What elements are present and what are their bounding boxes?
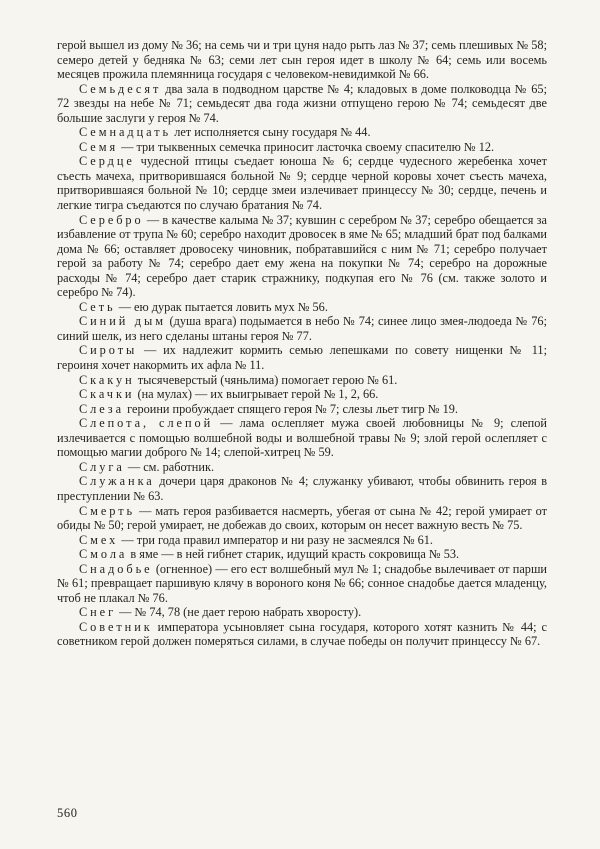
page-number: 560 xyxy=(57,806,78,821)
entry-text: — мать героя разбивается насмерть, убегая от сына № 42; герой умирает от обиды № 50; герой умирает, не добежав до своих, которым он несет важную весть № 75. xyxy=(57,503,548,533)
index-entry xyxy=(57,547,547,562)
index-entry xyxy=(57,343,547,372)
index-entry xyxy=(57,416,547,460)
index-entry xyxy=(57,300,547,315)
entry-text: — их надлежит кормить семью лепешками по совету нищенки № 11; героиня хочет накормить их афла № 11. xyxy=(57,343,547,373)
entry-headword: Серебро xyxy=(79,212,144,227)
entry-text: чудесной птицы съедает юноша № 6; сердце чудесного жеребенка хочет съесть мачеха, притворившаяся больной № 9; сердце черной коровы хочет съесть мачеха, притворившаяся больной № 10; сердце змеи излечивает принцессу № 30; сердце, печень и легкие тигра съедаются по случаю братания № 74. xyxy=(57,154,547,213)
entry-text: дочери царя драконов № 4; служанку убивают, чтобы обвинить героя в преступлении № 63. xyxy=(57,474,548,503)
entry-continuation xyxy=(57,38,547,82)
index-entry xyxy=(57,460,547,475)
entry-headword: Скачки xyxy=(79,387,135,402)
entry-text: в яме — в ней гибнет старик, идущий красть сокровища № 53. xyxy=(130,547,460,562)
index-entry xyxy=(57,474,547,503)
entry-headword: Синий дым xyxy=(79,314,166,329)
entry-headword: Служанка xyxy=(79,474,155,489)
entry-headword: Слепота, слепой xyxy=(79,416,214,431)
index-text-block xyxy=(57,38,547,649)
entry-headword: Сеть xyxy=(79,299,116,314)
entry-headword: Советник xyxy=(79,619,153,634)
index-entry xyxy=(57,533,547,548)
entry-text: — в качестве калыма № 37; кувшин с серебром № 37; серебро обещается за избавление от трупа № 60; серебро находит дровосек в яме № 65; младший брат под балками дома № 66; оставляет дровосеку чиновник, побратавшийся с ним № 71; серебро получает герой за работу № 74; серебро дает ему жена на покупки № 74; серебро на дорожные расходы № 74; серебро дает старик стражнику, подкупая его № 76 (см. также золото и серебро № 74). xyxy=(57,212,547,300)
entry-text: — см. работник. xyxy=(127,459,215,474)
index-entry xyxy=(57,504,547,533)
entry-text: лет исполняется сыну государя № 44. xyxy=(174,125,371,140)
entry-headword: Смех xyxy=(79,532,119,547)
entry-text: императора усыновляет сына государя, которого хотят казнить № 44; с советником герой должен померяться силами, в случае победы он получит принцессу № 67. xyxy=(57,619,548,649)
entry-text: тысячеверстый (чяньлима) помогает герою № 61. xyxy=(137,372,398,387)
index-entry xyxy=(57,402,547,417)
index-entry xyxy=(57,82,547,126)
entry-text: — ею дурак пытается ловить мух № 56. xyxy=(118,299,328,314)
entry-headword: Сердце xyxy=(79,154,135,169)
index-entry xyxy=(57,154,547,212)
entry-text: — три года правил император и ни разу не засмеялся № 61. xyxy=(121,532,434,547)
entry-text: героини пробуждает спящего героя № 7; слезы льет тигр № 19. xyxy=(127,401,458,416)
entry-text: — № 74, 78 (не дает герою набрать хворосту). xyxy=(119,605,362,620)
index-entry xyxy=(57,213,547,300)
entry-text: два зала в подводном царстве № 4; кладовых в доме полководца № 65; 72 звезды на небе № 71; семьдесят два года жизни отпущено герою № 74; семьдесят две большие заслуги у героя № 74. xyxy=(57,81,547,125)
entry-headword: Семнадцать xyxy=(79,125,172,140)
entry-headword: Семьдесят xyxy=(79,81,162,96)
index-entry xyxy=(57,373,547,388)
index-entry xyxy=(57,125,547,140)
index-entry xyxy=(57,605,547,620)
entry-headword: Смола xyxy=(79,547,128,562)
entry-text: — три тыквенных семечка приносит ласточка своему спасителю № 12. xyxy=(121,139,495,154)
entry-headword: Снег xyxy=(79,605,117,620)
entry-headword: Слуга xyxy=(79,459,125,474)
entry-headword: Сироты xyxy=(79,343,138,358)
entry-headword: Семя xyxy=(79,139,119,154)
entry-headword: Смерть xyxy=(79,503,136,518)
index-entry xyxy=(57,620,547,649)
index-entry xyxy=(57,562,547,606)
index-entry xyxy=(57,314,547,343)
entry-text: — лама ослепляет мужа своей любовницы № 9; слепой излечивается с помощью волшебной воды и волшебной травы № 9; злой герой ослепляет с помощью магии доброго № 14; слепой-хитрец № 59. xyxy=(57,416,547,460)
entry-headword: Снадобье xyxy=(79,561,153,576)
index-entry xyxy=(57,387,547,402)
index-entry xyxy=(57,140,547,155)
entry-headword: Слеза xyxy=(79,401,125,416)
entry-text: (огненное) — его ест волшебный мул № 1; снадобье вылечивает от парши № 61; превращает паршивую клячу в вороного коня № 66; сонное снадобье дается младенцу, чтоб не плакал № 76. xyxy=(57,561,547,605)
entry-text: (душа врага) подымается в небо № 74; синее лицо змея-людоеда № 76; синий шелк, из него сделаны штаны героя № 77. xyxy=(57,314,547,343)
entry-text: (на мулах) — их выигрывает герой № 1, 2, 66. xyxy=(137,387,379,402)
entry-text: герой вышел из дому № 36; на семь чи и три цуня надо рыть лаз № 37; семь плешивых № 58; семеро детей у бедняка № 63; семи лет сын героя идет в школу № 64; семь или восемь месяцев прожила племянница государя с человеком-невидимкой № 66. xyxy=(57,38,547,82)
entry-headword: Скакун xyxy=(79,372,135,387)
